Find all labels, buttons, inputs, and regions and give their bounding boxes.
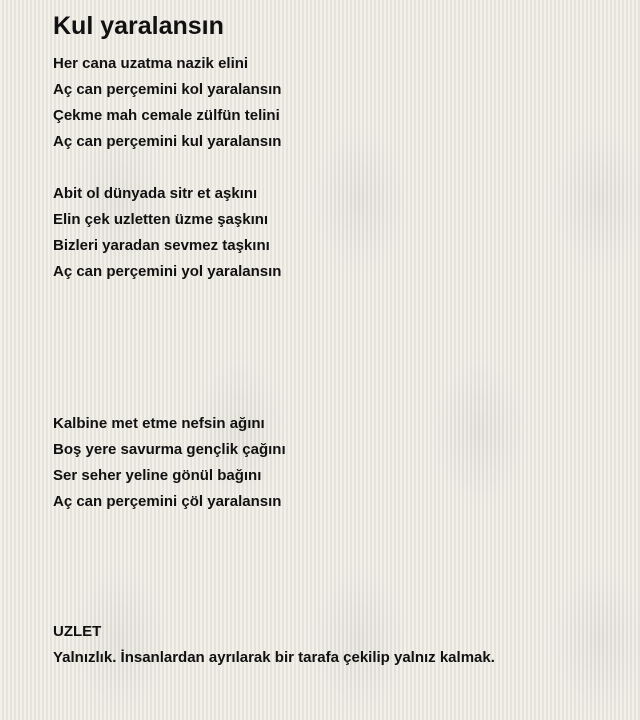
glossary-note: [53, 619, 495, 671]
poem-line: Ser seher yeline gönül bağını: [53, 467, 262, 484]
poem-line: Abit ol dünyada sitr et aşkını: [53, 185, 258, 202]
glossary-definition: Yalnızlık. İnsanlardan ayrılarak bir tarafa çekilip yalnız kalmak.: [53, 649, 495, 666]
poem-line: Çekme mah cemale zülfün telini: [53, 107, 280, 124]
poem-line: Elin çek uzletten üzme şaşkını: [53, 211, 269, 228]
stanza-3: [53, 411, 286, 515]
poem-line: Her cana uzatma nazik elini: [53, 55, 249, 72]
poem-line: Aç can perçemini kol yaralansın: [53, 81, 282, 98]
poem-title: Kul yaralansın: [53, 12, 224, 40]
poem-line: Aç can perçemini kul yaralansın: [53, 133, 282, 150]
poem-line: Kalbine met etme nefsin ağını: [53, 415, 265, 432]
stanza-2: [53, 181, 281, 285]
poem-line: Bizleri yaradan sevmez taşkını: [53, 237, 270, 254]
poem-line: Boş yere savurma gençlik çağını: [53, 441, 286, 458]
poem-line: Aç can perçemini yol yaralansın: [53, 263, 282, 280]
poem-line: Aç can perçemini çöl yaralansın: [53, 493, 282, 510]
stanza-1: [53, 51, 281, 155]
glossary-term: UZLET: [53, 623, 102, 640]
